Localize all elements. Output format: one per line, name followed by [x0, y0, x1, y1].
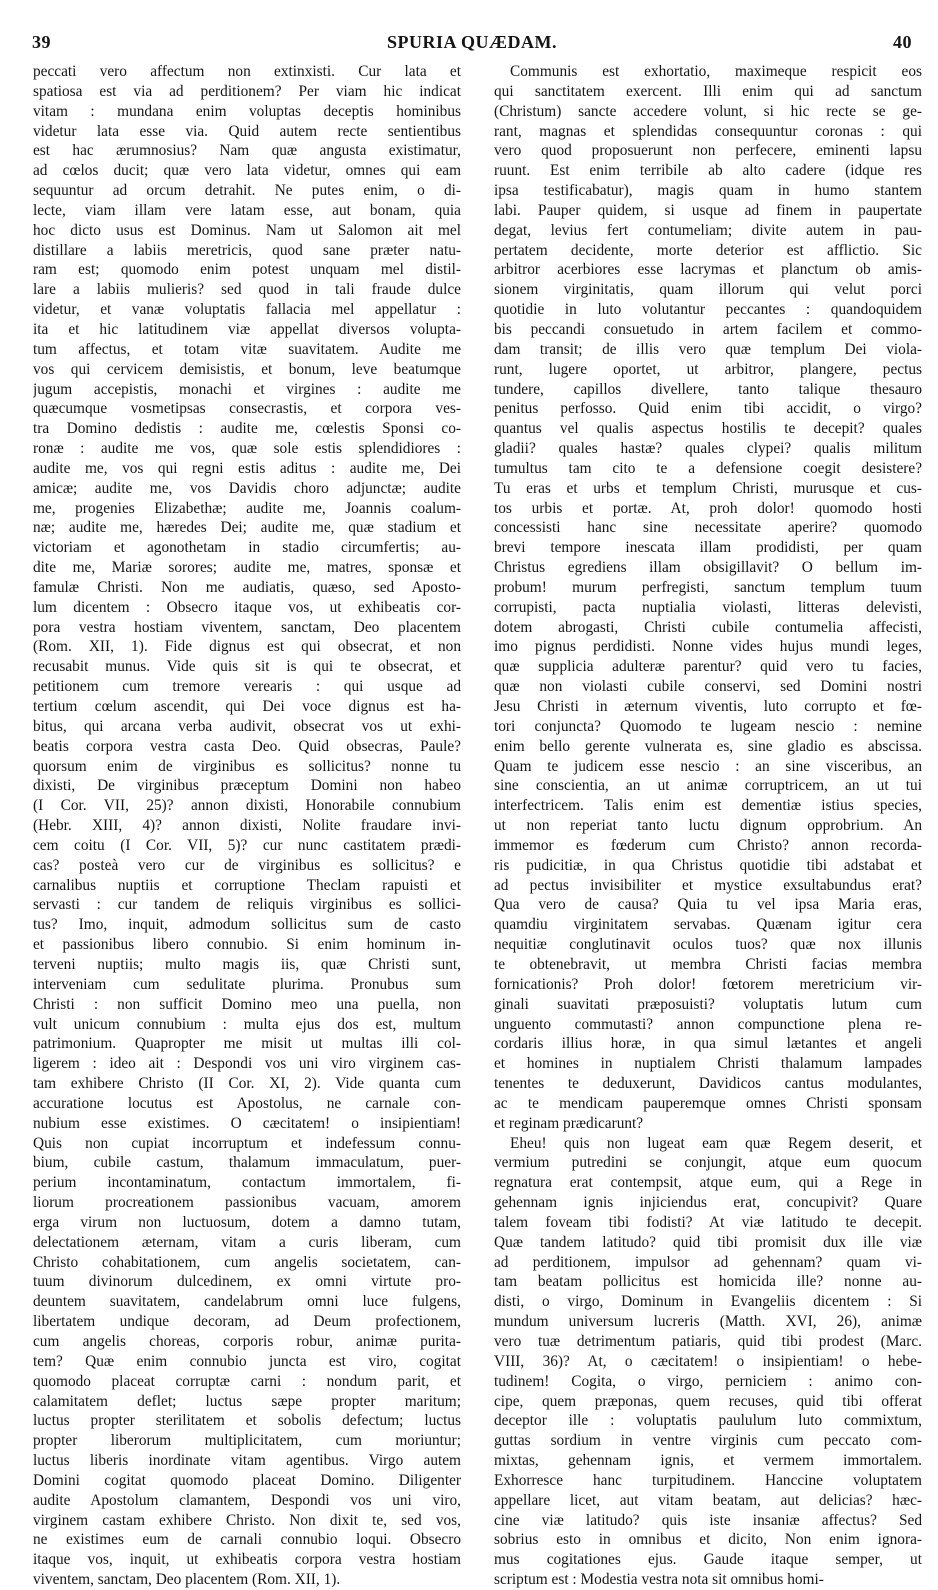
- text-line: tem? Quæ enim connubio juncta est viro, cogitat: [33, 1352, 461, 1370]
- text-line: tenentes te deduxerunt, Davidicos cantus modulantes,: [494, 1075, 922, 1093]
- text-line: quæ non violasti cubile conservi, sed Domini nostri: [494, 678, 922, 696]
- text-line: dam transit; de illis vero quæ templum Dei viola-: [494, 340, 922, 358]
- text-line: itaque vos, inquit, ut exhibeatis corpora vestra hostiam: [33, 1551, 461, 1569]
- text-line: Tu eras et urbs et templum Christi, murusque et cus-: [494, 479, 922, 497]
- text-line: tertium cœlum ascendit, qui Dei voce dignus est ha-: [33, 698, 461, 715]
- text-line: tra Domino dedistis : audite me, cœlestis Sponsi co-: [33, 420, 461, 438]
- text-line: Christus egrediens illam obsigillavit? O bellum im-: [494, 559, 922, 577]
- text-line: bium, cubile castum, thalamum immaculatum, puer-: [33, 1154, 461, 1172]
- text-line: quorsum enim de virginibus es sollicitus? nonne tu: [33, 757, 461, 775]
- text-line: lare a labiis mulieris? sed quod in tali fraude dulce: [33, 281, 461, 299]
- text-line: appellare licet, aut vitam beatam, aut delicias? hæc-: [494, 1491, 922, 1509]
- text-line: terveni nuptiis; multo magis iis, quæ Christi sunt,: [33, 955, 461, 973]
- text-line: mus cogitationes ejus. Gaude itaque semper, ut: [494, 1551, 922, 1569]
- text-line: distillare a labiis meretricis, quod sane præter natu-: [33, 241, 461, 259]
- text-line: tumultus tam cito te a defensione coegit desistere?: [494, 459, 922, 477]
- text-line: concessisti hanc sine necessitate aperire? quomodo: [494, 519, 922, 537]
- text-line: ris pudicitiæ, in qua Christus quotidie tibi adstabat et: [494, 856, 922, 874]
- text-line: cum angelis choreas, corporis robur, animæ purita-: [33, 1333, 461, 1350]
- text-line: tudinem! Cogita, o virgo, perniciem : animo con-: [494, 1372, 922, 1390]
- text-line: ronæ : audite me vos, quæ sole estis splendidiores :: [33, 440, 461, 458]
- text-line: gehennam ignis injiciendus erat, concupivit? Quare: [494, 1194, 922, 1212]
- text-line: quantus vel qualis aspectus hostilis te decepit? quales: [494, 420, 922, 438]
- text-line: penitus perfosso. Quid enim tibi accidit, o virgo?: [494, 400, 922, 418]
- text-line: patrimonium. Quapropter me misit ut multas illi col-: [33, 1035, 461, 1053]
- text-line: viventem, sanctam, Deo placentem (Rom. XII, 1).: [33, 1571, 341, 1589]
- text-line: ginali suavitati præposuisti? voluptatis lutum cum: [494, 995, 922, 1013]
- right-column: [494, 62, 922, 1590]
- text-line: VIII, 36)? At, o cæcitatem! o insipientiam! o hebe-: [494, 1352, 922, 1370]
- left-column: [33, 62, 461, 1590]
- text-line: fornicationis? Proh dolor! fœtorem meretricium vir-: [494, 975, 922, 993]
- text-line: sine conscientia, an ut animæ corruptricem, an ut tui: [494, 777, 922, 795]
- text-line: vero tuæ detrimentum patiaris, quid tibi prodest (Marc.: [494, 1333, 922, 1350]
- text-line: ac te mendicam pauperemque omnes Christi sponsam: [494, 1094, 922, 1112]
- text-line: quæ supplicia adulteræ parentur? quid vero tu facies,: [494, 658, 922, 676]
- text-line: est hac ærumnosius? Nam quæ angusta existimatur,: [33, 142, 461, 160]
- text-line: quomodo placeat corruptæ carni : nondum parit, et: [33, 1372, 461, 1390]
- text-line: imo pignus perdidisti. Nonne vides hujus mundi leges,: [494, 638, 922, 656]
- text-line: vero quod proposuerunt non perfecere, eminenti lapsu: [494, 142, 922, 160]
- text-line: et homines in nuptialem Christi thalamum lampades: [494, 1055, 922, 1073]
- text-line: carnalibus nuptiis et corruptione Theclam rapuisti et: [33, 876, 461, 894]
- text-line: victoriam et agonothetam in stadio circumfertis; au-: [33, 539, 461, 557]
- text-line: virginem castam exhibere Christo. Non dixit te, sed vos,: [33, 1511, 461, 1529]
- text-line: videtur lata esse via. Quid autem recte sentientibus: [33, 122, 461, 140]
- text-line: tus? Imo, inquit, admodum sollicitus sum de casto: [33, 916, 461, 934]
- text-line: ligerem : ideo ait : Despondi vos uni viro virginem cas-: [33, 1055, 461, 1073]
- text-line: interveniam cum sedulitate plurima. Pronubus sum: [33, 975, 461, 993]
- text-line: ne existimes eum de carnali connubio loqui. Obsecro: [33, 1531, 461, 1549]
- text-line: ram est; quomodo enim potest unquam mel distil-: [33, 261, 461, 279]
- text-line: quamdiu virginitatem servabas. Quænam igitur cera: [494, 916, 922, 934]
- text-line: Christo cohabitationem, cum angelis societatem, can-: [33, 1253, 461, 1271]
- text-line: Exhorresce hanc turpitudinem. Hanccine voluptatem: [494, 1471, 922, 1489]
- text-line: vitam : mundana enim voluptas deceptis hominibus: [33, 102, 461, 120]
- text-line: me, progenies Elizabethæ; audite me, Joannis coalum-: [33, 499, 461, 517]
- text-line: brevi tempore inescata illam prodidisti, per quam: [494, 539, 922, 557]
- text-line: accuratione locutus est Apostolus, ne carnale con-: [33, 1094, 461, 1112]
- text-line: tundere, capillos divellere, tanto talique thesauro: [494, 380, 922, 398]
- text-line: arbitror acerbiores esse lacrymas et planctum ob amis-: [494, 261, 922, 279]
- text-line: ad cœlos ducit; quæ vero lata videtur, omnes qui eam: [33, 162, 461, 180]
- text-line: Communis est exhortatio, maximeque respicit eos: [510, 63, 922, 80]
- text-line: ut non reperiat tanto luctu dignum opprobrium. An: [494, 817, 922, 835]
- text-line: (I Cor. VII, 25)? annon dixisti, Honorabile connubium: [33, 797, 461, 815]
- text-line: cordaris illius horæ, in qua simul lætantes et angeli: [494, 1035, 922, 1053]
- text-line: Christi : non sufficit Domino meo una puella, non: [33, 995, 461, 1013]
- text-line: quæcumque vosmetipsas consecrastis, et corpora ves-: [33, 400, 461, 418]
- text-line: mixtas, gehennam ignis, et vermem immortalem.: [494, 1452, 922, 1470]
- text-line: lecte, viam illam vere latam esse, aut bonam, quia: [33, 201, 461, 219]
- page-number-right: 40: [893, 32, 912, 52]
- text-line: deuntem suavitatem, candelabrum omni luce fulgens,: [33, 1293, 461, 1311]
- text-line: labi. Pauper quidem, si usque ad finem in paupertate: [494, 201, 922, 219]
- page-number-left: 39: [32, 32, 51, 52]
- text-line: ad pectus invisibiliter et mystice exsultabundus erat?: [494, 876, 922, 894]
- text-line: (Hebr. XIII, 4)? annon dixisti, Nolite fraudare invi-: [33, 817, 461, 835]
- text-line: ipsa testificabatur), magis quam in humo stantem: [494, 182, 922, 200]
- text-line: runt, lugere oportet, ut arbitror, plangere, pectus: [494, 360, 922, 378]
- text-line: bitus, qui arcana verba audivit, obsecrat vos ut exhi-: [33, 717, 461, 735]
- text-line: tam beatam pollicitus est homicida ille? nonne au-: [494, 1273, 922, 1291]
- text-line: corrupisti, pacta nuptialia violasti, litteras delevisti,: [494, 598, 922, 616]
- text-line: pora vestra hostiam viventem, sanctam, Deo placentem: [33, 618, 461, 636]
- text-line: vult unicum connubium : multa ejus dos est, multum: [33, 1015, 461, 1033]
- text-line: Domini cogitat quomodo placeat Domino. Diligenter: [33, 1471, 461, 1489]
- text-line: delectationem æternam, vitam a curis liberam, cum: [33, 1233, 461, 1251]
- text-line: qui sanctitatem exercent. Illi enim qui ad sanctum: [494, 82, 922, 100]
- text-line: scriptum est : Modestia vestra nota sit omnibus homi-: [494, 1571, 824, 1589]
- text-line: luctus liberis inordinate vitam agentibus. Virgo autem: [33, 1452, 461, 1470]
- text-line: servasti : cur tandem de reliquis virginibus es sollici-: [33, 896, 461, 914]
- text-line: dotem abrogasti, Christi cubile contumelia affecisti,: [494, 618, 922, 636]
- text-line: disti, o virgo, Dominum in Evangeliis dicentem : Si: [494, 1293, 922, 1311]
- text-line: (Rom. XII, 1). Fide dignus est qui obsecrat, et non: [33, 638, 461, 656]
- page-header: [24, 32, 920, 58]
- text-line: Jesu Christi in æternum viventis, luto corrupto et fœ-: [494, 698, 922, 715]
- text-line: videtur, et vanæ voluptatis fallacia mel appellatur :: [33, 301, 461, 319]
- text-line: næ; audite me, hæredes Dei; audite me, quæ stadium et: [33, 519, 461, 537]
- text-line: audite me, vos qui regni estis aditus : audite me, Dei: [33, 459, 461, 477]
- text-line: sobrius esto in omnibus et dicito, Non enim ignora-: [494, 1531, 922, 1549]
- text-line: nubium esse existimes. O cæcitatem! o insipientiam!: [33, 1114, 461, 1132]
- text-line: mundum universum lucreris (Matth. XVI, 26), animæ: [494, 1313, 922, 1331]
- text-line: cipe, quem præponas, quem recuses, quid tibi offerat: [494, 1392, 922, 1410]
- text-line: rant, magnas et splendidas consequuntur coronas : qui: [494, 122, 922, 140]
- text-line: unguento commutasti? annon compunctione plena re-: [494, 1015, 922, 1033]
- text-line: luctus propter sterilitatem et sobolis defectum; luctus: [33, 1412, 461, 1430]
- text-line: guttas sordium in ventre virginis cum peccato com-: [494, 1432, 922, 1450]
- text-line: degat, levius fert contumeliam; divite autem in pau-: [494, 221, 922, 239]
- text-line: sequuntur ad orcum detrahit. Ne putes enim, o di-: [33, 182, 461, 200]
- text-line: dixisti, De virginibus præceptum Domini non habeo: [33, 777, 461, 795]
- text-line: erga virum non luctuosum, dotem a damno tutam,: [33, 1213, 461, 1231]
- text-line: cem coitu (I Cor. VII, 5)? cur nunc castitatem prædi-: [33, 836, 461, 854]
- text-line: cine viæ latitudo? quis iste insaniæ affectus? Sed: [494, 1511, 922, 1529]
- text-line: ad perditionem, impulsor ad gehennam? quam vi-: [494, 1253, 922, 1271]
- text-line: deceptor ille : voluptatis paululum luto commixtum,: [494, 1412, 922, 1430]
- text-line: ita et hic latitudinem viæ appellat diversos volupta-: [33, 320, 461, 338]
- text-line: pertatem decidente, morte deterior est afflictio. Sic: [494, 241, 922, 259]
- text-line: et reginam prædicarunt?: [494, 1114, 644, 1132]
- text-line: Quam te judicem esse nescio : an sine visceribus, an: [494, 757, 922, 775]
- text-line: tori conjuncta? Quomodo te lugeam nescio : nemine: [494, 717, 922, 735]
- text-line: sionem virginitatis, quam illorum qui velut porci: [494, 281, 922, 299]
- text-line: famulæ Christi. Non me audiatis, quæso, sed Aposto-: [33, 578, 461, 596]
- text-line: petitionem cum tremore verearis : qui usque ad: [33, 678, 461, 696]
- text-line: recusabit munus. Vide quis sit is qui te obsecrat, et: [33, 658, 461, 676]
- text-line: lum dicentem : Obsecro itaque vos, ut exhibeatis cor-: [33, 598, 461, 616]
- text-line: spatiosa est via ad perditionem? Per viam hic indicat: [33, 82, 461, 100]
- text-line: immemor es fœderum cum Christo? annon recorda-: [494, 836, 922, 854]
- text-line: propter liberorum multiplicitatem, cum moriuntur;: [33, 1432, 461, 1450]
- text-line: jugum accepistis, monachi et virgines : audite me: [33, 380, 461, 398]
- text-line: talem foveam tibi fodisti? At viæ latitudo te decepit.: [494, 1213, 922, 1231]
- text-line: calamitatem deflet; luctus sæpe propter maritum;: [33, 1392, 461, 1410]
- text-line: ruunt. Est enim terribile ab alto cadere (idque res: [494, 162, 922, 180]
- text-line: probum! murum perfregisti, sanctum templum tuum: [494, 578, 922, 596]
- text-line: vos qui cervicem demisistis, et bonum, leve beatumque: [33, 360, 461, 378]
- text-line: interfectricem. Talis enim est dementiæ istius species,: [494, 797, 922, 815]
- running-title: SPURIA QUÆDAM.: [386, 32, 557, 52]
- text-line: Quis non cupiat incorruptum et indefessum connu-: [33, 1134, 461, 1152]
- text-line: tuum divinorum dulcedinem, ex omni virtute pro-: [33, 1273, 461, 1291]
- text-line: tos urbis et portæ. At, proh dolor! quomodo hosti: [494, 499, 922, 517]
- text-line: nequitiæ conglutinavit oculos tuos? quæ nox illunis: [494, 936, 922, 954]
- text-line: libertatem undique decoram, ad Deum profectionem,: [33, 1313, 461, 1331]
- text-line: (Christum) sancte accedere volunt, si hic recte se ge-: [494, 102, 922, 120]
- text-line: enim bello gerente vulnerata es, sine gladio es abscissa.: [494, 737, 922, 755]
- text-line: tum affectus, et totam vitæ suavitatem. Audite me: [33, 340, 461, 358]
- text-line: Qua vero de causa? Quia tu vel ipsa Maria eras,: [494, 896, 922, 914]
- text-line: quotidie in luto volutantur peccantes : quandoquidem: [494, 301, 922, 319]
- text-line: dite me, Mariæ sorores; audite me, matres, sponsæ et: [33, 559, 461, 577]
- text-line: Eheu! quis non lugeat eam quæ Regem deserit, et: [510, 1134, 922, 1152]
- text-line: te obtenebravit, ut membra Christi facias membra: [494, 955, 922, 973]
- text-line: et passionibus libero connubio. Si enim hominum in-: [33, 936, 461, 954]
- text-line: tam exhibere Christo (II Cor. XI, 2). Vide quanta cum: [33, 1075, 461, 1093]
- text-line: regnatura erat contempsit, atque eum, qui a Rege in: [494, 1174, 922, 1192]
- text-line: amicæ; audite me, vos Davidis choro adjunctæ; audite: [33, 479, 461, 497]
- text-line: cas? posteà vero cur de virginibus es sollicitus? e: [33, 856, 461, 874]
- text-line: hoc dicto usus est Dominus. Nam ut Salomon ait mel: [33, 221, 461, 239]
- text-line: perium incontaminatum, contactum immortalem, fi-: [33, 1174, 461, 1192]
- text-line: liorum procreationem passionibus vacuam, amorem: [33, 1194, 461, 1212]
- text-line: audite Apostolum clamantem, Despondi vos uni viro,: [33, 1491, 461, 1509]
- text-line: peccati vero affectum non extinxisti. Cur lata et: [33, 63, 461, 80]
- text-line: Quæ tandem latitudo? quid tibi promisit dux ille viæ: [494, 1233, 922, 1251]
- text-line: bis peccandi consuetudo in artem facilem et commo-: [494, 320, 922, 338]
- text-line: vermium putredini se conjungit, atque eum quocum: [494, 1154, 922, 1172]
- text-line: beatis corpora vestra casta Deo. Quid obsecras, Paule?: [33, 737, 461, 755]
- text-line: gladii? quales hastæ? quales clypei? qualis militum: [494, 440, 922, 458]
